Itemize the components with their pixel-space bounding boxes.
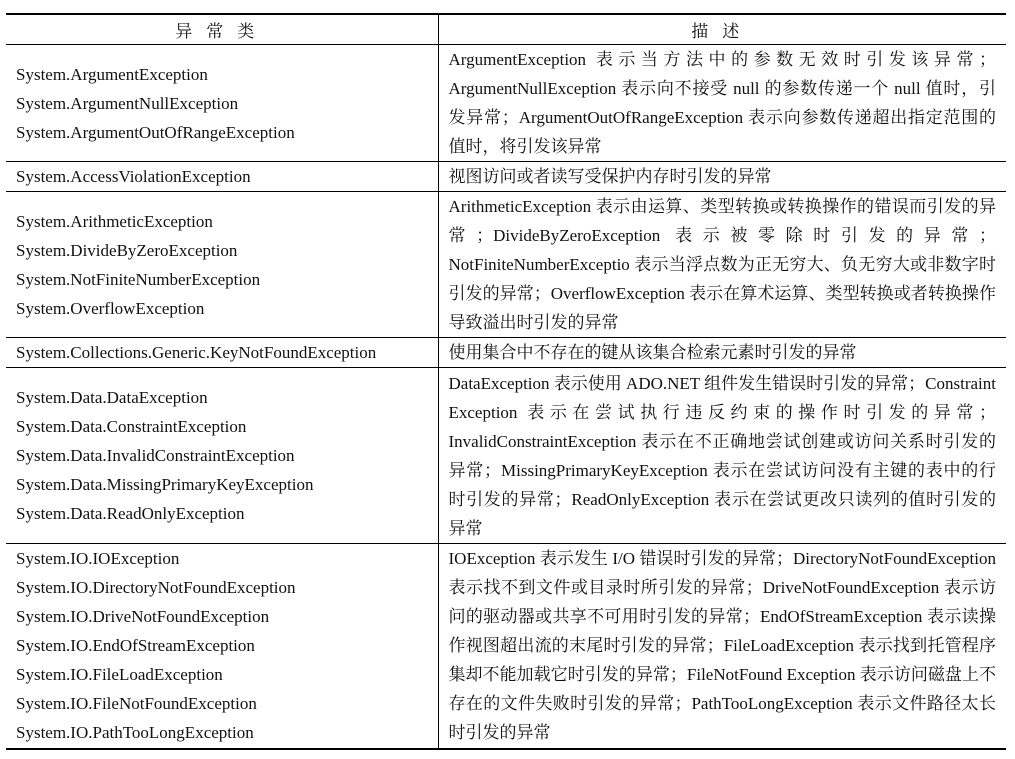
description-cell: DataException 表示使用 ADO.NET 组件发生错误时引发的异常；Constraint Exception 表示在尝试执行违反约束的操作时引发的异常；InvalidConstraintException 表示在不正确地尝试创建或访问关系时引发的异常；MissingPrimaryKeyException 表示在尝试访问没有主键的表中的行时引发的异常；ReadOnlyException 表示在尝试更改只读列的值时引发的异常 xyxy=(438,368,1006,544)
exception-class-cell xyxy=(6,368,438,544)
description-cell: 使用集合中不存在的键从该集合检索元素时引发的异常 xyxy=(438,338,1006,368)
exception-class-name: System.Data.ConstraintException xyxy=(16,417,247,436)
exception-class-name: System.DivideByZeroException xyxy=(16,240,238,260)
exception-class-cell xyxy=(6,45,438,162)
exception-table xyxy=(6,13,1006,750)
table-row xyxy=(6,192,1006,338)
exception-class-name: System.ArithmeticException xyxy=(16,211,213,231)
table-row xyxy=(6,45,1006,162)
table-row xyxy=(6,338,1006,368)
exception-class-name: System.AccessViolationException xyxy=(16,167,251,186)
table-header-row xyxy=(6,14,1006,45)
description-cell: IOException 表示发生 I/O 错误时引发的异常；DirectoryNotFoundException 表示找不到文件或目录时所引发的异常；DriveNotFoundException 表示访问的驱动器或共享不可用时引发的异常；EndOfStreamException 表示读操作视图超出流的末尾时引发的异常；FileLoadException 表示找到托管程序集却不能加载它时引发的异常；FileNotFound Exception 表示访问磁盘上不存在的文件失败时引发的异常；PathTooLongException 表示文件路径太长时引发的异常 xyxy=(438,544,1006,749)
description-cell: ArithmeticException 表示由运算、类型转换或转换操作的错误而引发的异常；DivideByZeroException 表示被零除时引发的异常；NotFiniteNumberExceptio 表示当浮点数为正无穷大、负无穷大或非数字时引发的异常；OverflowException 表示在算术运算、类型转换或者转换操作导致溢出时引发的异常 xyxy=(438,192,1006,338)
description-cell: ArgumentException 表示当方法中的参数无效时引发该异常；ArgumentNullException 表示向不接受 null 的参数传递一个 null 值时，引发异常；ArgumentOutOfRangeException 表示向参数传递超出指定范围的值时，将引发该异常 xyxy=(438,45,1006,162)
exception-class-name: System.IO.FileNotFoundException xyxy=(16,694,257,714)
exception-class-name: System.IO.DriveNotFoundException xyxy=(16,607,270,627)
description-cell: 视图访问或者读写受保护内存时引发的异常 xyxy=(438,162,1006,192)
exception-class-cell xyxy=(6,338,438,368)
table-row xyxy=(6,544,1006,749)
table-row xyxy=(6,162,1006,192)
exception-class-name: System.OverflowException xyxy=(16,298,205,318)
exception-class-name: System.Data.InvalidConstraintException xyxy=(16,446,295,465)
exception-class-cell xyxy=(6,544,438,749)
exception-class-name: System.Data.DataException xyxy=(16,388,208,407)
header-exception-class: 异常类 xyxy=(6,14,438,45)
exception-class-name: System.IO.EndOfStreamException xyxy=(16,636,255,656)
exception-class-name: System.Data.ReadOnlyException xyxy=(16,504,245,523)
exception-class-name: System.NotFiniteNumberException xyxy=(16,269,261,289)
exception-class-name: System.IO.IOException xyxy=(16,549,180,569)
exception-class-name: System.ArgumentException xyxy=(16,64,208,84)
exception-class-name: System.Collections.Generic.KeyNotFoundException xyxy=(16,343,377,362)
exception-class-name: System.ArgumentNullException xyxy=(16,93,239,113)
exception-class-name: System.IO.PathTooLongException xyxy=(16,723,254,743)
exception-class-name: System.IO.FileLoadException xyxy=(16,665,223,685)
exception-class-name: System.ArgumentOutOfRangeException xyxy=(16,122,295,142)
exception-class-name: System.IO.DirectoryNotFoundException xyxy=(16,578,296,598)
table-row xyxy=(6,368,1006,544)
exception-class-name: System.Data.MissingPrimaryKeyException xyxy=(16,475,314,494)
exception-class-cell xyxy=(6,162,438,192)
header-description: 描述 xyxy=(438,14,1006,45)
exception-class-cell xyxy=(6,192,438,338)
